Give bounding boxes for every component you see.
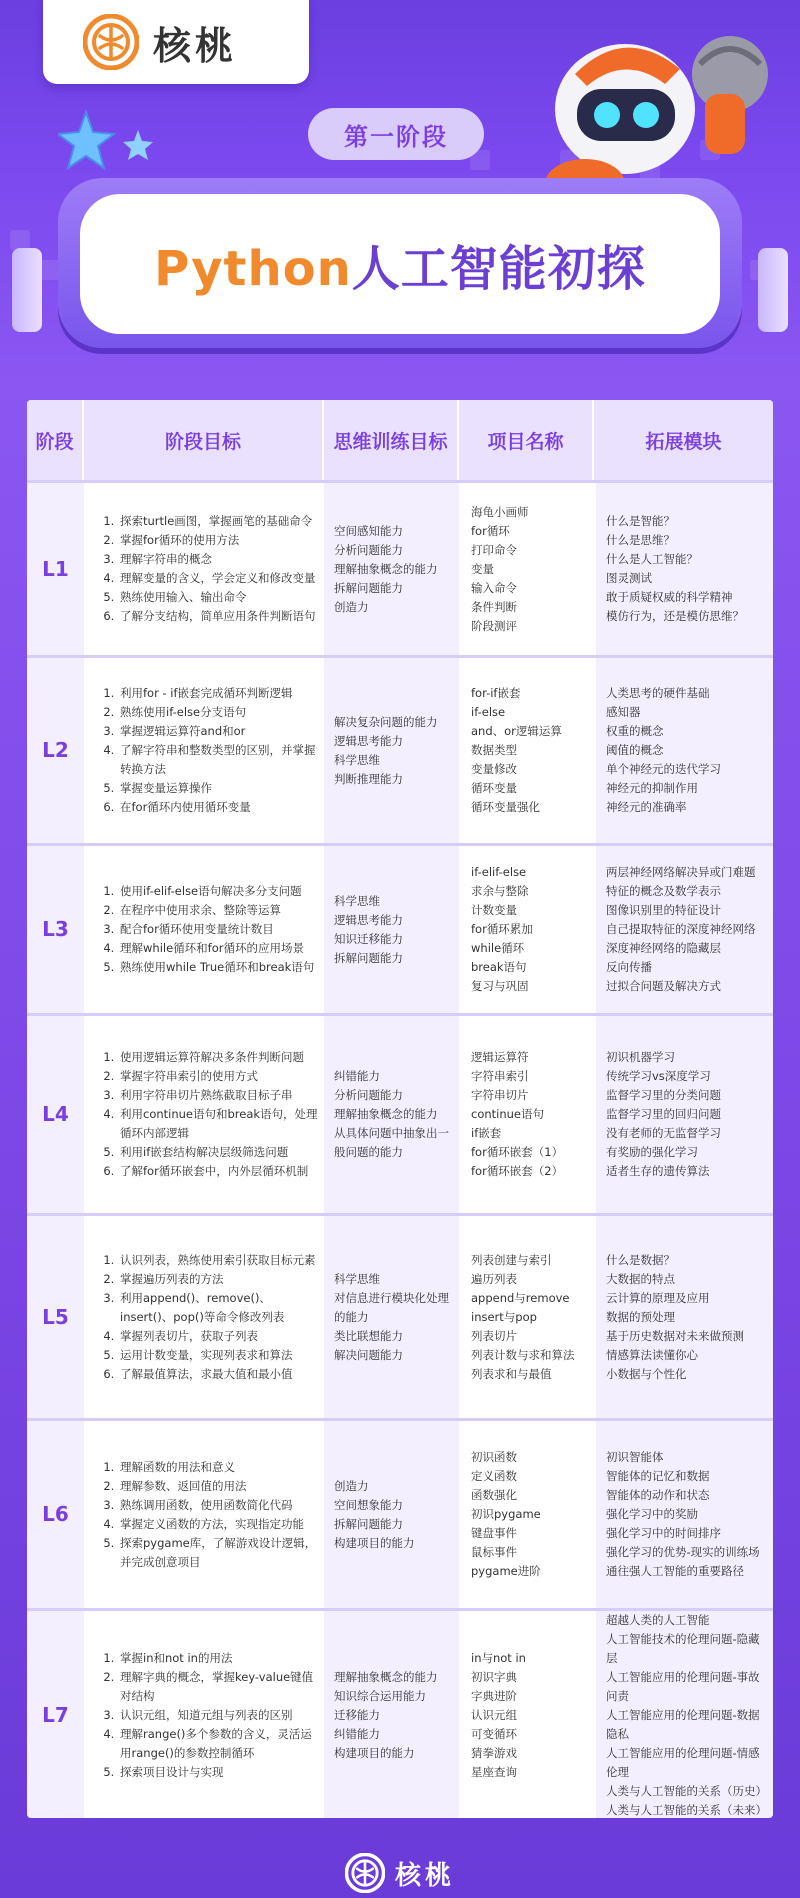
projects-item: 列表求和与最值	[471, 1366, 552, 1381]
extensions-item: 什么是智能？	[606, 514, 675, 528]
goal-item: 4. 了解字符串和整数类型的区别，并掌握转换方法	[118, 741, 318, 779]
projects-item: 函数强化	[471, 1488, 517, 1502]
extensions-item: 人工智能应用的伦理问题-数据隐私	[606, 1708, 760, 1741]
row-level: L4	[27, 1016, 84, 1213]
page-title	[154, 230, 646, 299]
thinking-item: 拆解问题能力	[334, 1516, 403, 1531]
thinking-item: 理解抽象概念的能力	[334, 561, 438, 576]
goal-item: 1. 掌握in和not in的用法	[118, 1649, 318, 1668]
row-level: L7	[27, 1611, 84, 1818]
extensions-item: 特征的概念及数学表示	[606, 884, 721, 898]
projects-item: 条件判断	[471, 599, 517, 614]
goal-item: 3. 认识元组，知道元组与列表的区别	[118, 1706, 318, 1725]
projects-item: 输入命令	[471, 580, 517, 595]
projects-item: 循环变量强化	[471, 800, 540, 814]
footer-logo-icon	[345, 1853, 385, 1893]
walnut-logo-icon	[83, 14, 139, 70]
thinking-item: 构建项目的能力	[334, 1746, 415, 1760]
extensions-item: 阈值的概念	[606, 743, 664, 757]
table-row	[27, 1013, 773, 1213]
row-projects	[459, 1421, 594, 1608]
row-level: L1	[27, 483, 84, 655]
extensions-item: 神经元的准确率	[606, 800, 687, 814]
projects-item: insert与pop	[471, 1309, 537, 1324]
goal-item: 2. 理解参数、返回值的用法	[118, 1477, 318, 1496]
thinking-item: 从具体问题中抽象出一般问题的能力	[334, 1126, 449, 1159]
footer	[0, 1848, 800, 1898]
row-level: L2	[27, 658, 84, 843]
goal-item: 1. 使用逻辑运算符解决多条件判断问题	[118, 1048, 318, 1067]
projects-item: 列表切片	[471, 1328, 517, 1343]
projects-item: 数据类型	[471, 743, 517, 757]
extensions-item: 强化学习中的奖励	[606, 1507, 698, 1521]
extensions-item: 人类思考的硬件基础	[606, 686, 710, 700]
row-thinking	[324, 1216, 459, 1418]
projects-item: 初识字典	[471, 1670, 517, 1684]
extensions-item: 有奖励的强化学习	[606, 1145, 698, 1159]
goal-item: 1. 使用if-elif-else语句解决多分支问题	[118, 882, 314, 901]
thinking-item: 拆解问题能力	[334, 950, 403, 965]
projects-item: 定义函数	[471, 1469, 517, 1483]
table-row	[27, 843, 773, 1013]
projects-item: for循环嵌套（2）	[471, 1164, 564, 1178]
projects-item: and、or逻辑运算	[471, 724, 562, 738]
frame-rail-left	[12, 248, 42, 332]
table-row	[27, 655, 773, 843]
thinking-item: 迁移能力	[334, 1708, 380, 1722]
goal-item: 4. 掌握定义函数的方法，实现指定功能	[118, 1515, 318, 1534]
projects-item: 初识pygame	[471, 1507, 541, 1521]
thinking-item: 构建项目的能力	[334, 1535, 415, 1550]
extensions-item: 深度神经网络的隐藏层	[606, 941, 721, 955]
projects-item: for循环	[471, 523, 510, 538]
table-row	[27, 1213, 773, 1418]
goal-item: 1. 理解函数的用法和意义	[118, 1458, 318, 1477]
extensions-item: 智能体的记忆和数据	[606, 1469, 710, 1483]
goal-item: 6. 在for循环内使用循环变量	[118, 798, 318, 817]
projects-item: 可变循环	[471, 1727, 517, 1741]
thinking-item: 解决问题能力	[334, 1347, 403, 1362]
projects-item: append与remove	[471, 1290, 570, 1305]
extensions-item: 监督学习里的回归问题	[606, 1107, 721, 1121]
thinking-item: 科学思维	[334, 893, 380, 908]
extensions-item: 人类与人工智能的关系（未来）	[606, 1803, 767, 1817]
projects-item: pygame进阶	[471, 1564, 541, 1578]
thinking-item: 类比联想能力	[334, 1328, 403, 1343]
projects-item: while循环	[471, 941, 525, 955]
row-goals	[84, 483, 324, 655]
brand-logo	[43, 0, 309, 84]
thinking-item: 纠错能力	[334, 1069, 380, 1083]
thinking-item: 空间感知能力	[334, 523, 403, 538]
projects-item: 猜拳游戏	[471, 1746, 517, 1760]
footer-brand: 核桃	[394, 1860, 455, 1891]
extensions-item: 通往强人工智能的重要路径	[606, 1564, 744, 1578]
extensions-item: 什么是人工智能？	[606, 552, 698, 566]
projects-item: 列表计数与求和算法	[471, 1347, 575, 1362]
extensions-item: 数据的预处理	[606, 1309, 675, 1324]
goal-item: 2. 理解字典的概念，掌握key-value键值对结构	[118, 1668, 318, 1706]
thinking-item: 科学思维	[334, 1271, 380, 1286]
row-extensions	[594, 846, 773, 1013]
extensions-item: 初识机器学习	[606, 1050, 675, 1064]
stage-badge: 第一阶段	[308, 108, 484, 160]
goal-item: 1. 探索turtle画图，掌握画笔的基础命令	[118, 512, 316, 531]
brand-name: 核桃	[153, 23, 238, 68]
extensions-item: 神经元的抑制作用	[606, 781, 698, 795]
table-body	[27, 480, 773, 1817]
goal-item: 5. 探索项目设计与实现	[118, 1763, 318, 1782]
projects-item: break语句	[471, 960, 527, 974]
goal-item: 2. 在程序中使用求余、整除等运算	[118, 901, 314, 920]
row-extensions	[594, 1216, 773, 1418]
goal-item: 4. 掌握列表切片，获取子列表	[118, 1327, 318, 1346]
goal-item: 2. 掌握for循环的使用方法	[118, 531, 316, 550]
projects-item: in与not in	[471, 1651, 526, 1665]
projects-item: 打印命令	[471, 542, 517, 557]
goal-item: 5. 掌握变量运算操作	[118, 779, 318, 798]
extensions-item: 单个神经元的迭代学习	[606, 762, 721, 776]
projects-item: 键盘事件	[471, 1526, 517, 1540]
extensions-item: 人工智能应用的伦理问题-情感伦理	[606, 1746, 760, 1779]
thinking-item: 判断推理能力	[334, 771, 403, 786]
row-goals	[84, 1216, 324, 1418]
goal-item: 5. 运用计数变量，实现列表求和算法	[118, 1346, 318, 1365]
goal-item: 5. 探索pygame库，了解游戏设计逻辑，并完成创意项目	[118, 1534, 318, 1572]
goal-item: 5. 熟练使用while True循环和break语句	[118, 958, 314, 977]
thinking-item: 拆解问题能力	[334, 580, 403, 595]
row-goals	[84, 1016, 324, 1213]
projects-item: 变量	[471, 561, 494, 576]
projects-item: 变量修改	[471, 762, 517, 776]
row-thinking	[324, 1016, 459, 1213]
projects-item: 阶段测评	[471, 618, 517, 633]
header-extensions: 拓展模块	[645, 430, 722, 453]
extensions-item: 小数据与个性化	[606, 1366, 687, 1381]
extensions-item: 图灵测试	[606, 571, 652, 585]
thinking-item: 解决复杂问题的能力	[334, 714, 438, 729]
extensions-item: 强化学习的优势-现实的训练场	[606, 1545, 760, 1559]
table-row	[27, 1418, 773, 1608]
row-thinking	[324, 846, 459, 1013]
projects-item: 遍历列表	[471, 1271, 517, 1286]
stars-decoration-icon	[58, 108, 168, 178]
thinking-item: 纠错能力	[334, 1727, 380, 1741]
extensions-item: 云计算的原理及应用	[606, 1290, 710, 1305]
goal-item: 3. 理解字符串的概念	[118, 550, 316, 569]
extensions-item: 什么是数据？	[606, 1252, 675, 1267]
extensions-item: 人类与人工智能的关系（历史）	[606, 1784, 767, 1798]
goal-item: 3. 利用append()、remove()、insert()、pop()等命令修改列表	[118, 1289, 318, 1327]
frame-rail-right	[758, 248, 788, 332]
extensions-item: 传统学习vs深度学习	[606, 1069, 711, 1083]
projects-item: 初识函数	[471, 1450, 517, 1464]
thinking-item: 创造力	[334, 599, 369, 614]
goal-item: 4. 理解while循环和for循环的应用场景	[118, 939, 314, 958]
extensions-item: 人工智能应用的伦理问题-事故问责	[606, 1670, 760, 1703]
projects-item: if嵌套	[471, 1126, 502, 1140]
goal-item: 6. 了解分支结构，简单应用条件判断语句	[118, 607, 316, 626]
thinking-item: 创造力	[334, 1478, 369, 1493]
extensions-item: 大数据的特点	[606, 1271, 675, 1286]
header-thinking: 思维训练目标	[324, 400, 459, 480]
row-projects	[459, 658, 594, 843]
extensions-item: 反向传播	[606, 960, 652, 974]
thinking-item: 理解抽象概念的能力	[334, 1670, 438, 1684]
thinking-item: 对信息进行模块化处理的能力	[334, 1290, 449, 1324]
projects-item: 海龟小画师	[471, 504, 529, 519]
projects-item: 求余与整除	[471, 884, 529, 898]
extensions-item: 强化学习中的时间排序	[606, 1526, 721, 1540]
title-chinese: 人工智能初探	[351, 240, 646, 297]
thinking-item: 逻辑思考能力	[334, 912, 403, 927]
row-projects	[459, 1611, 594, 1818]
thinking-item: 科学思维	[334, 752, 380, 767]
thinking-item: 逻辑思考能力	[334, 733, 403, 748]
extensions-item: 敢于质疑权威的科学精神	[606, 590, 733, 604]
goal-item: 3. 熟练调用函数，使用函数简化代码	[118, 1496, 318, 1515]
extensions-item: 两层神经网络解决异或门难题	[606, 865, 756, 879]
goal-item: 1. 利用for - if嵌套完成循环判断逻辑	[118, 684, 318, 703]
row-extensions	[594, 658, 773, 843]
projects-item: 星座查询	[471, 1765, 517, 1779]
extensions-item: 情感算法读懂你心	[606, 1347, 698, 1362]
row-projects	[459, 483, 594, 655]
row-extensions	[594, 1421, 773, 1608]
extensions-item: 适者生存的遗传算法	[606, 1164, 710, 1178]
projects-item: 字典进阶	[471, 1689, 517, 1703]
header-projects: 项目名称	[459, 400, 594, 480]
extensions-item: 监督学习里的分类问题	[606, 1088, 721, 1102]
projects-item: continue语句	[471, 1107, 545, 1121]
row-projects	[459, 1016, 594, 1213]
thinking-item: 知识综合运用能力	[334, 1689, 426, 1703]
extensions-item: 模仿行为，还是模仿思维？	[606, 609, 744, 623]
table-row	[27, 1608, 773, 1817]
thinking-item: 空间想象能力	[334, 1497, 403, 1512]
extensions-item: 人工智能技术的伦理问题-隐藏层	[606, 1632, 760, 1665]
goal-item: 2. 掌握字符串索引的使用方式	[118, 1067, 318, 1086]
row-extensions	[594, 483, 773, 655]
projects-item: 复习与巩固	[471, 979, 529, 993]
projects-item: 循环变量	[471, 781, 517, 795]
table-row	[27, 480, 773, 655]
extensions-item: 图像识别里的特征设计	[606, 903, 721, 917]
row-thinking	[324, 1421, 459, 1608]
extensions-item: 权重的概念	[606, 724, 664, 738]
row-extensions	[594, 1611, 773, 1818]
curriculum-table	[27, 400, 773, 1818]
goal-item: 2. 掌握遍历列表的方法	[118, 1270, 318, 1289]
extensions-item: 智能体的动作和状态	[606, 1488, 710, 1502]
row-thinking	[324, 658, 459, 843]
title-english: Python	[154, 240, 352, 297]
row-level: L3	[27, 846, 84, 1013]
row-projects	[459, 1216, 594, 1418]
projects-item: for循环嵌套（1）	[471, 1145, 564, 1159]
row-projects	[459, 846, 594, 1013]
extensions-item: 感知器	[606, 705, 641, 719]
thinking-item: 知识迁移能力	[334, 931, 403, 946]
row-extensions	[594, 1016, 773, 1213]
extensions-item: 自己提取特征的深度神经网络	[606, 922, 756, 936]
projects-item: 字符串切片	[471, 1088, 529, 1102]
thinking-item: 分析问题能力	[334, 542, 403, 557]
row-goals	[84, 1611, 324, 1818]
header-goals: 阶段目标	[84, 400, 324, 480]
projects-item: for-if嵌套	[471, 686, 521, 700]
goal-item: 5. 熟练使用输入、输出命令	[118, 588, 316, 607]
thinking-item: 分析问题能力	[334, 1088, 403, 1102]
goal-item: 1. 认识列表，熟练使用索引获取目标元素	[118, 1251, 318, 1270]
goal-item: 3. 利用字符串切片熟练截取目标子串	[118, 1086, 318, 1105]
thinking-item: 理解抽象概念的能力	[334, 1107, 438, 1121]
goal-item: 3. 配合for循环使用变量统计数目	[118, 920, 314, 939]
projects-item: if-else	[471, 705, 506, 719]
row-level: L5	[27, 1216, 84, 1418]
projects-item: for循环累加	[471, 922, 533, 936]
projects-item: 认识元组	[471, 1708, 517, 1722]
row-goals	[84, 846, 324, 1013]
extensions-item: 初识智能体	[606, 1450, 664, 1464]
extensions-item: 没有老师的无监督学习	[606, 1126, 721, 1140]
projects-item: 逻辑运算符	[471, 1050, 529, 1064]
goal-item: 3. 掌握逻辑运算符and和or	[118, 722, 318, 741]
extensions-item: 超越人类的人工智能	[606, 1613, 710, 1627]
goal-item: 2. 熟练使用if-else分支语句	[118, 703, 318, 722]
row-goals	[84, 658, 324, 843]
table-header	[27, 400, 773, 480]
row-thinking	[324, 483, 459, 655]
goal-item: 4. 理解range()多个参数的含义，灵活运用range()的参数控制循环	[118, 1725, 318, 1763]
extensions-item: 基于历史数据对未来做预测	[606, 1328, 744, 1343]
projects-item: 计数变量	[471, 903, 517, 917]
projects-item: 字符串索引	[471, 1069, 529, 1083]
projects-item: 列表创建与索引	[471, 1252, 552, 1267]
row-goals	[84, 1421, 324, 1608]
title-panel	[80, 194, 720, 334]
goal-item: 4. 理解变量的含义，学会定义和修改变量	[118, 569, 316, 588]
goal-item: 4. 利用continue语句和break语句，处理循环内部逻辑	[118, 1105, 318, 1143]
goal-item: 6. 了解for循环嵌套中，内外层循环机制	[118, 1162, 318, 1181]
goal-item: 5. 利用if嵌套结构解决层级筛选问题	[118, 1143, 318, 1162]
extensions-item: 过拟合问题及解决方式	[606, 979, 721, 993]
projects-item: if-elif-else	[471, 865, 527, 879]
row-level: L6	[27, 1421, 84, 1608]
row-thinking	[324, 1611, 459, 1818]
goal-item: 6. 了解最值算法，求最大值和最小值	[118, 1365, 318, 1384]
header-stage: 阶段	[27, 400, 84, 480]
projects-item: 鼠标事件	[471, 1545, 517, 1559]
extensions-item: 什么是思维？	[606, 533, 675, 547]
